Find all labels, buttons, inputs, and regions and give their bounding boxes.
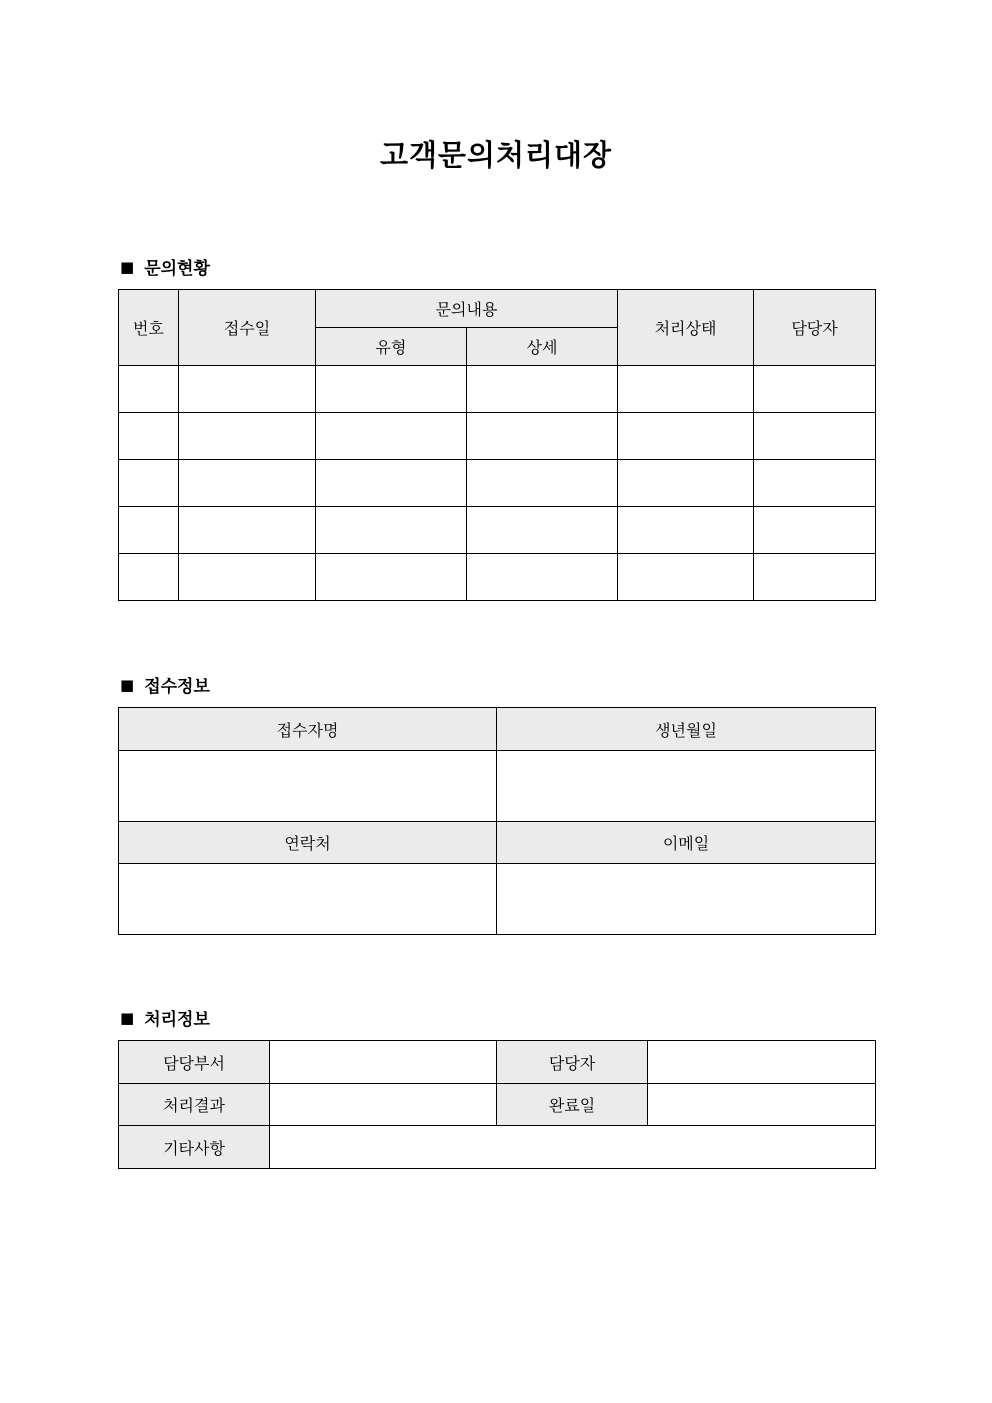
cell-received-date[interactable] <box>179 413 316 460</box>
header-type: 유형 <box>316 328 467 366</box>
cell-detail[interactable] <box>467 413 618 460</box>
header-no: 번호 <box>119 290 179 366</box>
table-row <box>119 554 876 601</box>
label-birthdate: 생년월일 <box>497 708 876 751</box>
header-detail: 상세 <box>467 328 618 366</box>
cell-status[interactable] <box>618 366 754 413</box>
cell-received-date[interactable] <box>179 554 316 601</box>
header-status: 처리상태 <box>618 290 754 366</box>
table-row <box>119 507 876 554</box>
label-receiver-name: 접수자명 <box>119 708 497 751</box>
cell-type[interactable] <box>316 554 467 601</box>
label-email: 이메일 <box>497 822 876 864</box>
cell-manager[interactable] <box>754 554 876 601</box>
label-completed-date: 완료일 <box>497 1084 648 1126</box>
label-notes: 기타사항 <box>119 1126 270 1169</box>
cell-received-date[interactable] <box>179 366 316 413</box>
cell-no[interactable] <box>119 366 179 413</box>
birthdate-field[interactable] <box>497 751 876 822</box>
manager-field[interactable] <box>648 1041 876 1084</box>
cell-no[interactable] <box>119 554 179 601</box>
cell-manager[interactable] <box>754 366 876 413</box>
cell-status[interactable] <box>618 460 754 507</box>
inquiry-status-table <box>118 289 876 601</box>
cell-type[interactable] <box>316 413 467 460</box>
header-manager: 담당자 <box>754 290 876 366</box>
cell-no[interactable] <box>119 507 179 554</box>
section-heading-receipt-info <box>120 672 210 697</box>
notes-field[interactable] <box>270 1126 876 1169</box>
cell-detail[interactable] <box>467 366 618 413</box>
cell-manager[interactable] <box>754 413 876 460</box>
table-row <box>119 366 876 413</box>
processing-info-table <box>118 1040 876 1169</box>
square-bullet-icon: ■ <box>120 675 135 694</box>
contact-field[interactable] <box>119 864 497 935</box>
cell-received-date[interactable] <box>179 507 316 554</box>
square-bullet-icon: ■ <box>120 257 135 276</box>
department-field[interactable] <box>270 1041 497 1084</box>
cell-type[interactable] <box>316 366 467 413</box>
table-row <box>119 413 876 460</box>
completed-date-field[interactable] <box>648 1084 876 1126</box>
cell-status[interactable] <box>618 413 754 460</box>
header-received-date: 접수일 <box>179 290 316 366</box>
cell-no[interactable] <box>119 413 179 460</box>
section-heading-processing-info <box>120 1005 210 1030</box>
label-department: 담당부서 <box>119 1041 270 1084</box>
cell-manager[interactable] <box>754 460 876 507</box>
receipt-info-table <box>118 707 876 935</box>
section-heading-inquiry-status <box>120 254 210 279</box>
email-field[interactable] <box>497 864 876 935</box>
section-title: 문의현황 <box>144 259 210 279</box>
cell-received-date[interactable] <box>179 460 316 507</box>
cell-manager[interactable] <box>754 507 876 554</box>
receiver-name-field[interactable] <box>119 751 497 822</box>
label-contact: 연락처 <box>119 822 497 864</box>
header-inquiry-content: 문의내용 <box>316 290 618 328</box>
cell-type[interactable] <box>316 507 467 554</box>
label-result: 처리결과 <box>119 1084 270 1126</box>
table-row <box>119 460 876 507</box>
cell-type[interactable] <box>316 460 467 507</box>
square-bullet-icon: ■ <box>120 1008 135 1027</box>
cell-status[interactable] <box>618 554 754 601</box>
cell-status[interactable] <box>618 507 754 554</box>
cell-detail[interactable] <box>467 507 618 554</box>
page-title: 고객문의처리대장 <box>379 138 613 172</box>
label-manager: 담당자 <box>497 1041 648 1084</box>
cell-detail[interactable] <box>467 554 618 601</box>
result-field[interactable] <box>270 1084 497 1126</box>
cell-no[interactable] <box>119 460 179 507</box>
section-title: 처리정보 <box>144 1010 210 1030</box>
section-title: 접수정보 <box>144 677 210 697</box>
cell-detail[interactable] <box>467 460 618 507</box>
